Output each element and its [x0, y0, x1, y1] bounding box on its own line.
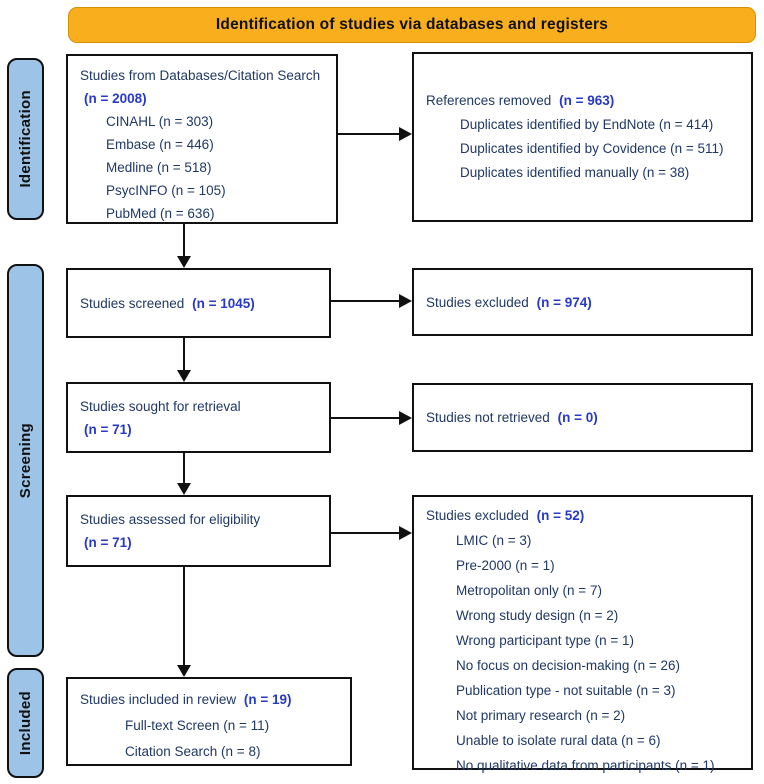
- box-title: [80, 508, 323, 554]
- box-title-text: Studies excluded: [426, 294, 529, 310]
- box-title: [80, 395, 323, 441]
- list-item: Pre-2000 (n = 1): [456, 558, 555, 573]
- stage-screening: [7, 264, 44, 657]
- arrow-line-sought-to-notretrieved: [331, 417, 400, 419]
- stage-included: [7, 668, 44, 778]
- arrow-line-screened-to-excluded: [331, 300, 400, 302]
- box-title: [80, 64, 330, 110]
- list-item: Duplicates identified manually (n = 38): [460, 165, 690, 180]
- arrow-head-sought-to-notretrieved: [399, 411, 412, 425]
- box-studies-excluded-eligibility: [412, 495, 753, 773]
- box-title-text: Studies assessed for eligibility: [80, 512, 261, 527]
- box-count: (n = 71): [84, 421, 132, 437]
- arrow-head-db-to-screened: [177, 256, 191, 268]
- box-count: (n = 963): [559, 93, 615, 108]
- box-studies-excluded-screening: [412, 268, 753, 336]
- list-item: Unable to isolate rural data (n = 6): [456, 733, 661, 748]
- list-item: Wrong participant type (n = 1): [456, 633, 634, 648]
- list-item: PsycINFO (n = 105): [106, 183, 226, 198]
- box-studies-sought-retrieval: [66, 382, 331, 453]
- arrow-line-db-to-removed: [338, 133, 400, 135]
- box-studies-not-retrieved: [412, 383, 753, 452]
- list-item: PubMed (n = 636): [106, 206, 215, 221]
- stage-identification: [7, 58, 44, 220]
- banner-title: Identification of studies via databases and registers: [215, 16, 609, 33]
- box-count: (n = 974): [536, 294, 592, 310]
- arrow-head-assessed-to-excluded: [399, 526, 412, 540]
- list-item: No focus on decision-making (n = 26): [456, 658, 680, 673]
- box-studies-included-review: [66, 677, 352, 766]
- box-title-text: Studies included in review: [80, 692, 237, 707]
- box-title-text: Studies excluded: [426, 508, 529, 523]
- box-title-text: Studies sought for retrieval: [80, 398, 241, 414]
- box-title: [426, 503, 745, 528]
- arrow-head-assessed-to-included: [177, 665, 191, 677]
- box-title: [426, 295, 745, 310]
- box-references-removed: [412, 52, 753, 222]
- box-studies-assessed-eligibility: [66, 495, 331, 567]
- box-count: (n = 2008): [84, 91, 147, 106]
- list-item: Full-text Screen (n = 11): [125, 718, 270, 733]
- arrow-line-db-to-screened: [183, 224, 185, 257]
- arrow-line-sought-to-assessed: [183, 453, 185, 484]
- arrow-head-screened-to-excluded: [399, 294, 412, 308]
- list-item: Publication type - not suitable (n = 3): [456, 683, 676, 698]
- arrow-head-screened-to-sought: [177, 370, 191, 382]
- list-item: No qualitative data from participants (n = 1): [456, 758, 715, 773]
- list-item: Wrong study design (n = 2): [456, 608, 619, 623]
- list-item: LMIC (n = 3): [456, 533, 532, 548]
- list-item: Embase (n = 446): [106, 137, 214, 152]
- list-item: Duplicates identified by EndNote (n = 414): [460, 117, 714, 132]
- box-title: [426, 410, 745, 425]
- list-item: Metropolitan only (n = 7): [456, 583, 602, 598]
- box-title-text: Studies screened: [80, 295, 185, 311]
- list-item: Citation Search (n = 8): [125, 744, 261, 759]
- list-item: Not primary research (n = 2): [456, 708, 626, 723]
- list-item: CINAHL (n = 303): [106, 114, 214, 129]
- box-studies-screened: [66, 268, 331, 338]
- box-title-text: Studies from Databases/Citation Search: [80, 68, 321, 83]
- arrow-head-sought-to-assessed: [177, 483, 191, 495]
- list-item: Duplicates identified by Covidence (n = 511): [460, 141, 724, 156]
- box-title: [426, 89, 745, 113]
- box-title: [80, 687, 344, 713]
- box-studies-from-databases: [66, 54, 338, 224]
- list-item: Medline (n = 518): [106, 160, 212, 175]
- box-title-text: Studies not retrieved: [426, 410, 550, 425]
- box-count: (n = 71): [84, 535, 132, 550]
- stage-included-label: Included: [17, 690, 34, 756]
- box-title-text: References removed: [426, 93, 552, 108]
- banner-identification-header: [68, 7, 756, 43]
- arrow-head-db-to-removed: [399, 127, 412, 141]
- arrow-line-assessed-to-included: [183, 567, 185, 666]
- arrow-line-assessed-to-excluded: [331, 532, 400, 534]
- box-title: [80, 296, 323, 311]
- box-count: (n = 0): [557, 410, 598, 425]
- arrow-line-screened-to-sought: [183, 338, 185, 371]
- box-count: (n = 1045): [192, 295, 255, 311]
- box-count: (n = 19): [243, 692, 292, 707]
- stage-identification-label: Identification: [17, 90, 34, 188]
- stage-screening-label: Screening: [17, 422, 34, 499]
- box-count: (n = 52): [536, 508, 585, 523]
